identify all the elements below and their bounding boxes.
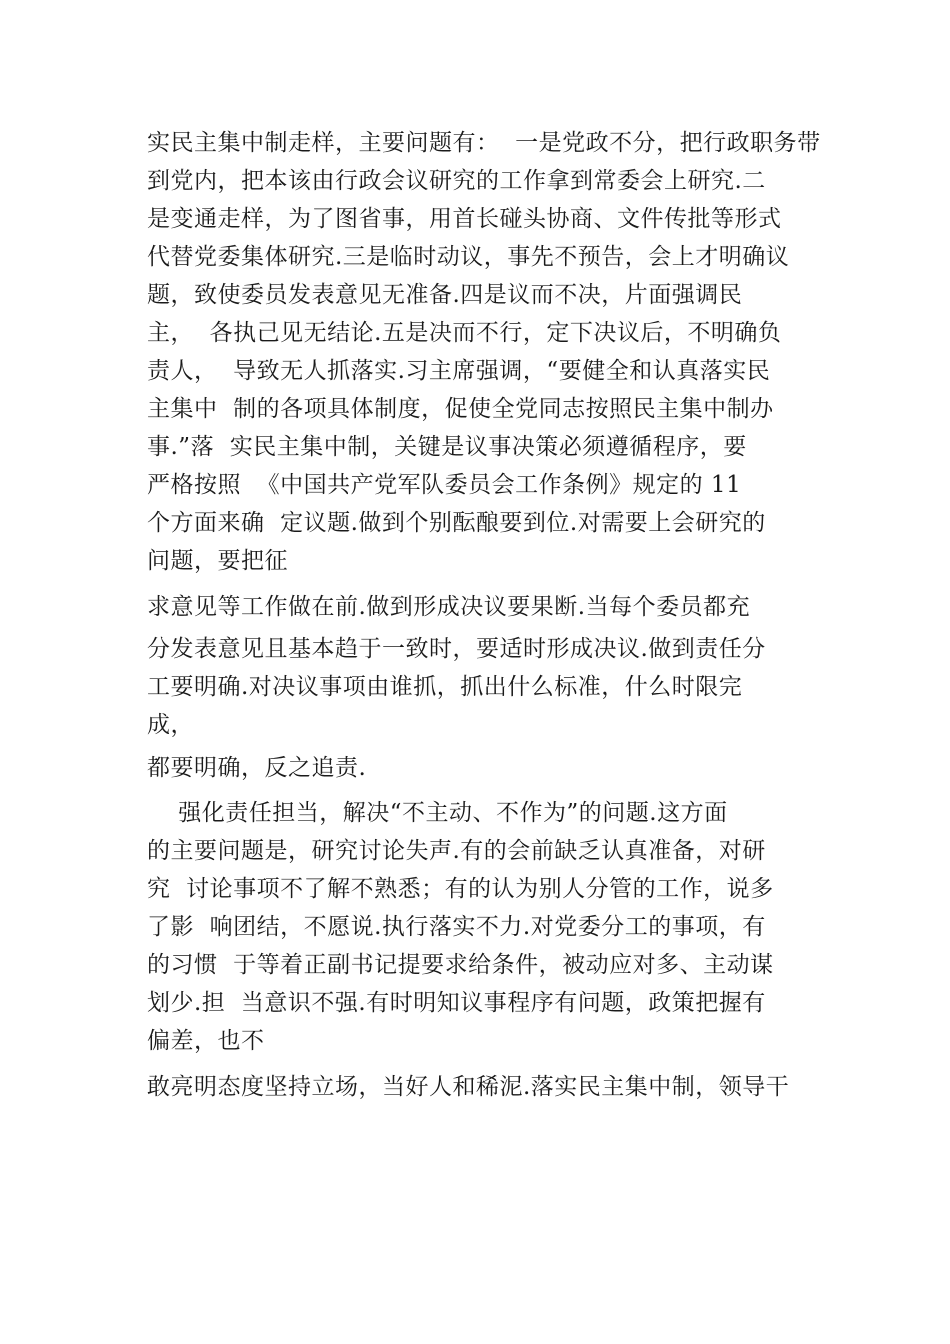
text-line: 敢亮明态度坚持立场，当好人和稀泥.落实民主集中制，领导干 [147, 1074, 790, 1100]
text-line: 强化责任担当，解决“不主动、不作为”的问题.这方面 [147, 800, 728, 826]
text-line: 严格按照 《中国共产党军队委员会工作条例》规定的 11 [147, 472, 742, 498]
text-line: 责人， 导致无人抓落实.习主席强调，“要健全和认真落实民 [147, 358, 771, 384]
text-line: 事.”落 实民主集中制，关键是议事决策必须遵循程序，要 [147, 434, 747, 460]
text-line: 的习惯 于等着正副书记提要求给条件，被动应对多、主动谋 [147, 952, 774, 978]
text-line: 成， [147, 712, 194, 738]
text-line: 划少.担 当意识不强.有时明知议事程序有问题，政策把握有 [147, 990, 766, 1016]
text-line: 偏差，也不 [147, 1028, 265, 1054]
text-line: 求意见等工作做在前.做到形成决议要果断.当每个委员都充 [147, 594, 751, 620]
text-line: 主集中 制的各项具体制度，促使全党同志按照民主集中制办 [147, 396, 774, 422]
text-line: 了影 响团结，不愿说.执行落实不力.对党委分工的事项，有 [147, 914, 766, 940]
text-line: 究 讨论事项不了解不熟悉；有的认为别人分管的工作，说多 [147, 876, 774, 902]
text-line: 到党内，把本该由行政会议研究的工作拿到常委会上研究.二 [147, 168, 766, 194]
text-line: 问题，要把征 [147, 548, 288, 574]
text-line: 主， 各执己见无结论.五是决而不行，定下决议后，不明确负 [147, 320, 782, 346]
text-line: 题，致使委员发表意见无准备.四是议而不决，片面强调民 [147, 282, 743, 308]
text-line: 工要明确.对决议事项由谁抓，抓出什么标准，什么时限完 [147, 674, 743, 700]
text-line: 是变通走样，为了图省事，用首长碰头协商、文件传批等形式 [147, 206, 782, 232]
text-line: 代替党委集体研究.三是临时动议，事先不预告，会上才明确议 [147, 244, 790, 270]
text-line: 的主要问题是，研究讨论失声.有的会前缺乏认真准备，对研 [147, 838, 766, 864]
text-line: 分发表意见且基本趋于一致时，要适时形成决议.做到责任分 [147, 636, 766, 662]
text-line: 个方面来确 定议题.做到个别酝酿要到位.对需要上会研究的 [147, 510, 766, 536]
text-line: 实民主集中制走样，主要问题有： 一是党政不分，把行政职务带 [147, 130, 821, 156]
text-line: 都要明确，反之追责. [147, 755, 367, 781]
